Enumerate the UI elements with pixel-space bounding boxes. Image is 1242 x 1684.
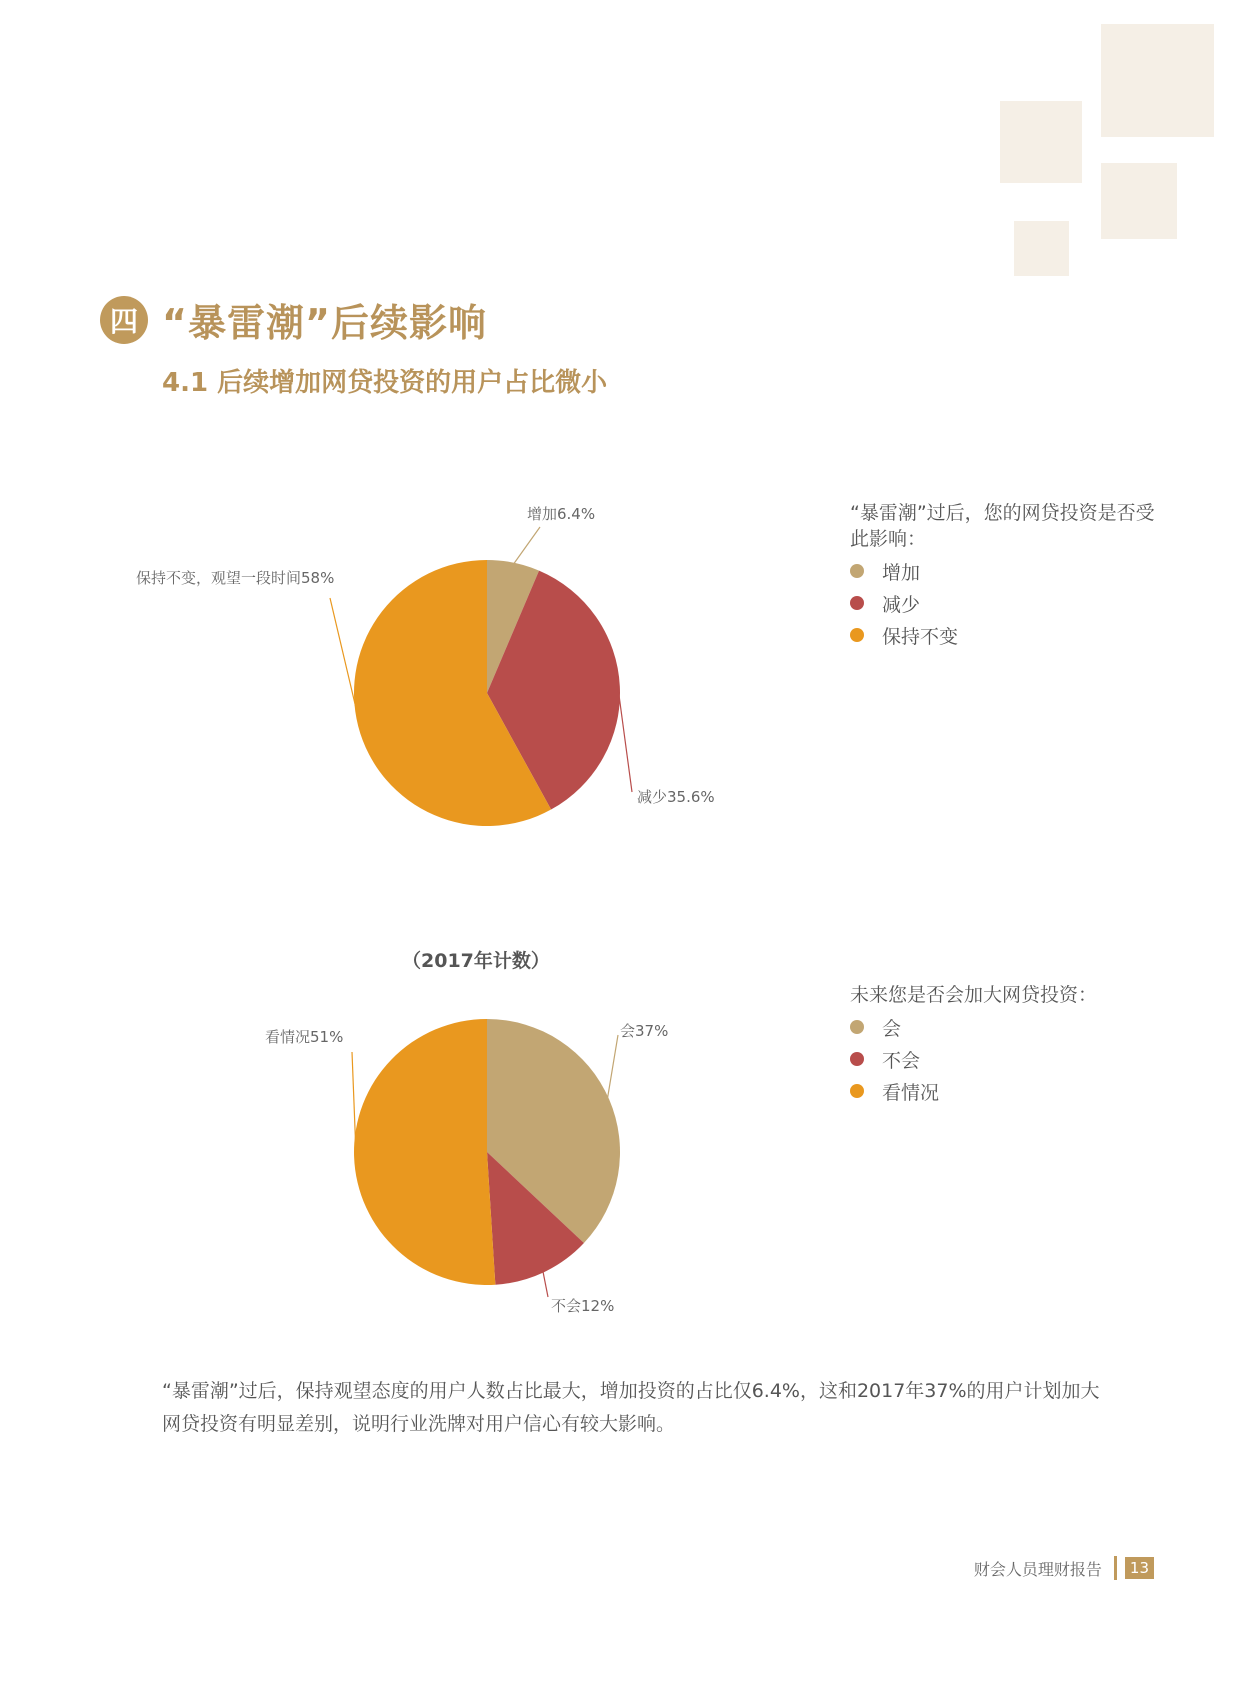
impact-slice-0	[487, 560, 539, 693]
legend-label: 减少	[882, 593, 921, 616]
plan2017-slice-1	[487, 1152, 584, 1285]
section-heading	[100, 292, 487, 347]
plan2017-leader-line-1	[543, 1271, 548, 1297]
legend-dot	[850, 564, 864, 578]
legend-dot	[850, 1052, 864, 1066]
legend-label: 看情况	[882, 1081, 940, 1104]
impact-leader-line-1	[618, 686, 632, 792]
legend-dot	[850, 628, 864, 642]
section-number-badge: 四	[100, 296, 148, 344]
legend-question: “暴雷潮”过后，您的网贷投资是否受此影响：	[850, 502, 1155, 550]
legend-item-depends	[850, 1078, 1160, 1104]
legend-impact	[850, 500, 1160, 648]
section-subtitle: 4.1 后续增加网贷投资的用户占比微小	[162, 368, 608, 398]
page-number: 13	[1125, 1557, 1154, 1579]
decor-square	[1101, 163, 1177, 239]
decor-square	[1101, 24, 1214, 137]
report-title: 财会人员理财报告	[973, 1559, 1102, 1579]
impact-leader-line-2	[330, 598, 360, 726]
plan2017-slice-2	[354, 1019, 495, 1285]
legend-dot	[850, 596, 864, 610]
legend-item-decrease	[850, 590, 1160, 616]
plan2017-slice-0	[487, 1019, 620, 1243]
impact-slice-2	[354, 560, 551, 826]
callout-unchanged: 保持不变，观望一段时间58%	[136, 569, 335, 587]
legend-question: 未来您是否会加大网贷投资：	[850, 984, 1098, 1006]
footer	[974, 1556, 1154, 1580]
footer-divider	[1114, 1556, 1117, 1580]
legend-dot	[850, 1020, 864, 1034]
callout-will-not: 不会12%	[551, 1297, 615, 1315]
legend-label: 增加	[882, 561, 921, 584]
plan2017-leader-line-2	[352, 1052, 356, 1156]
legend-label: 保持不变	[882, 625, 959, 648]
chart-title-2017: （2017年计数）	[402, 950, 550, 972]
legend-dot	[850, 1084, 864, 1098]
impact-slice-1	[487, 571, 620, 810]
decor-square	[1014, 221, 1069, 276]
legend-label: 不会	[882, 1049, 921, 1072]
legend-item-will	[850, 1014, 1160, 1040]
legend-item-will-not	[850, 1046, 1160, 1072]
callout-depends: 看情况51%	[265, 1028, 344, 1046]
decor-square	[1000, 101, 1082, 183]
summary-paragraph: “暴雷潮”过后，保持观望态度的用户人数占比最大，增加投资的占比仅6.4%，这和2017年37%的用户计划加大网贷投资有明显差别，说明行业洗牌对用户信心有较大影响。	[162, 1380, 1100, 1435]
plan2017-leader-line-0	[607, 1035, 618, 1100]
legend-label: 会	[882, 1017, 902, 1040]
legend-2017	[850, 982, 1160, 1104]
legend-item-unchanged	[850, 622, 1160, 648]
impact-leader-line-0	[513, 527, 540, 565]
callout-will: 会37%	[620, 1022, 669, 1040]
callout-increase: 增加6.4%	[527, 505, 596, 523]
section-title: “暴雷潮”后续影响	[162, 301, 487, 345]
callout-decrease: 减少35.6%	[637, 788, 715, 806]
legend-item-increase	[850, 558, 1160, 584]
